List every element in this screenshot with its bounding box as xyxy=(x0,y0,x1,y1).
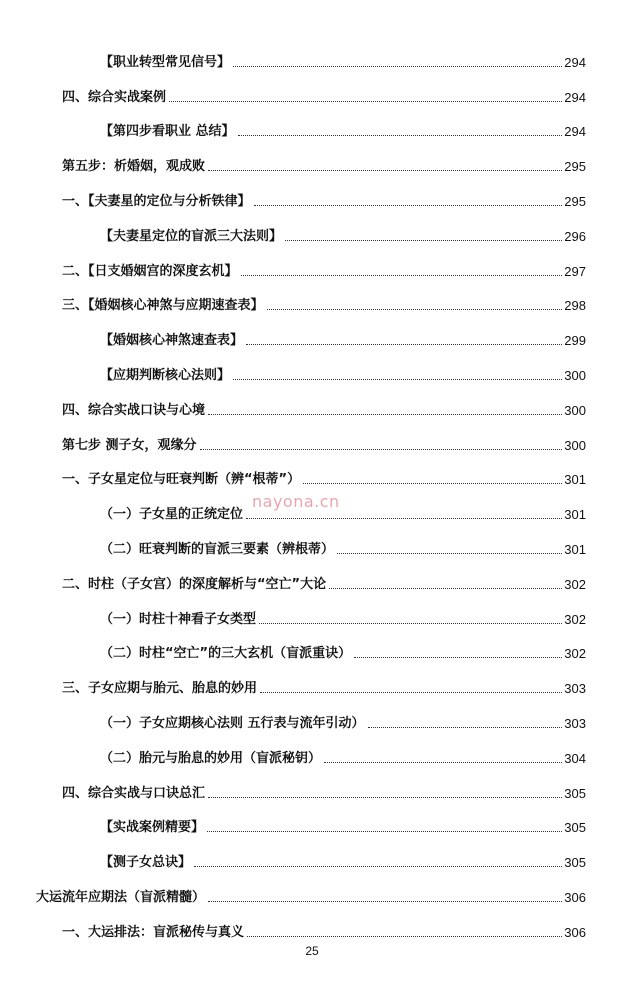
toc-entry-page: 306 xyxy=(564,889,586,905)
dot-leader xyxy=(246,344,562,345)
toc-entry-title: 四、综合实战与口诀总汇 xyxy=(62,785,206,801)
dot-leader xyxy=(254,205,563,206)
toc-entry-title: （一）子女应期核心法则 五行表与流年引动） xyxy=(100,715,365,731)
toc-entry-title: 第五步：析婚姻，观成败 xyxy=(62,159,206,175)
toc-entry[interactable] xyxy=(0,384,624,419)
toc-entry[interactable] xyxy=(0,175,624,210)
dot-leader xyxy=(194,866,562,867)
toc-entry-page: 301 xyxy=(564,541,586,557)
toc-entry-title: 二、时柱（子女宫）的深度解析与“空亡”大论 xyxy=(62,576,327,592)
dot-leader xyxy=(207,831,562,832)
toc-entry-page: 302 xyxy=(564,646,586,662)
dot-leader xyxy=(285,240,562,241)
toc-entry-title: 【职业转型常见信号】 xyxy=(100,54,231,70)
dot-leader xyxy=(368,727,563,728)
toc-entry[interactable] xyxy=(0,106,624,141)
toc-entry[interactable] xyxy=(0,36,624,71)
toc-entry-page: 294 xyxy=(564,89,586,105)
toc-entry[interactable] xyxy=(0,349,624,384)
toc-entry-page: 303 xyxy=(564,681,586,697)
dot-leader xyxy=(238,135,563,136)
toc-entry-title: 一、【夫妻星的定位与分析铁律】 xyxy=(62,193,251,209)
toc-entry-page: 300 xyxy=(564,437,586,453)
toc-entry-title: （二）时柱“空亡”的三大玄机（盲派重诀） xyxy=(100,646,352,662)
dot-leader xyxy=(208,797,562,798)
toc-entry-page: 296 xyxy=(564,228,586,244)
toc-entry-title: （二）胎元与胎息的妙用（盲派秘钥） xyxy=(100,750,322,766)
toc-entry[interactable] xyxy=(0,280,624,315)
dot-leader xyxy=(324,762,562,763)
toc-entry[interactable] xyxy=(0,140,624,175)
toc-entry-title: 【实战案例精要】 xyxy=(100,820,205,836)
toc-entry-title: 一、大运排法：盲派秘传与真义 xyxy=(62,924,245,940)
toc-entry-title: （一）子女星的正统定位 xyxy=(100,507,244,523)
toc-entry[interactable] xyxy=(0,523,624,558)
table-of-contents xyxy=(0,36,624,941)
toc-entry[interactable] xyxy=(0,732,624,767)
toc-entry[interactable] xyxy=(0,871,624,906)
toc-entry[interactable] xyxy=(0,558,624,593)
dot-leader xyxy=(208,170,562,171)
toc-entry[interactable] xyxy=(0,71,624,106)
toc-entry-title: 四、综合实战口诀与心境 xyxy=(62,402,206,418)
toc-entry-page: 305 xyxy=(564,785,586,801)
toc-entry-title: 三、【婚姻核心神煞与应期速查表】 xyxy=(62,298,264,314)
toc-entry-title: 【应期判断核心法则】 xyxy=(100,367,231,383)
toc-entry-page: 305 xyxy=(564,855,586,871)
dot-leader xyxy=(169,101,562,102)
dot-leader xyxy=(208,901,562,902)
toc-entry-page: 295 xyxy=(564,159,586,175)
toc-entry-page: 301 xyxy=(564,507,586,523)
toc-entry[interactable] xyxy=(0,210,624,245)
toc-entry-page: 303 xyxy=(564,715,586,731)
toc-entry[interactable] xyxy=(0,662,624,697)
toc-entry-title: 【婚姻核心神煞速查表】 xyxy=(100,333,244,349)
toc-entry-page: 294 xyxy=(564,54,586,70)
toc-entry-page: 304 xyxy=(564,750,586,766)
toc-entry[interactable] xyxy=(0,419,624,454)
dot-leader xyxy=(246,518,562,519)
dot-leader xyxy=(337,553,562,554)
dot-leader xyxy=(208,414,562,415)
dot-leader xyxy=(259,623,562,624)
toc-entry-title: 第七步 测子女，观缘分 xyxy=(62,437,197,453)
dot-leader xyxy=(329,588,562,589)
toc-entry[interactable] xyxy=(0,628,624,663)
toc-entry-page: 306 xyxy=(564,924,586,940)
toc-entry[interactable] xyxy=(0,906,624,941)
toc-entry-title: 一、子女星定位与旺衰判断（辨“根蒂”） xyxy=(62,472,301,488)
toc-entry-page: 294 xyxy=(564,124,586,140)
toc-entry-title: （二）旺衰判断的盲派三要素（辨根蒂） xyxy=(100,541,335,557)
toc-entry[interactable] xyxy=(0,836,624,871)
toc-entry-title: 【夫妻星定位的盲派三大法则】 xyxy=(100,228,283,244)
toc-entry-page: 299 xyxy=(564,333,586,349)
toc-entry-title: 【第四步看职业 总结】 xyxy=(100,124,235,140)
dot-leader xyxy=(200,449,563,450)
toc-entry-title: 三、子女应期与胎元、胎息的妙用 xyxy=(62,681,258,697)
dot-leader xyxy=(233,379,562,380)
toc-entry-page: 295 xyxy=(564,193,586,209)
toc-entry-page: 302 xyxy=(564,611,586,627)
toc-entry-title: 【测子女总诀】 xyxy=(100,855,192,871)
dot-leader xyxy=(267,309,563,310)
toc-entry-page: 297 xyxy=(564,263,586,279)
toc-entry[interactable] xyxy=(0,767,624,802)
toc-entry[interactable] xyxy=(0,697,624,732)
toc-entry-title: 四、综合实战案例 xyxy=(62,89,167,105)
toc-entry-page: 301 xyxy=(564,472,586,488)
page-number: 25 xyxy=(305,944,319,958)
toc-entry[interactable] xyxy=(0,454,624,489)
dot-leader xyxy=(260,692,562,693)
toc-entry-page: 300 xyxy=(564,367,586,383)
dot-leader xyxy=(241,275,563,276)
toc-entry-title: （一）时柱十神看子女类型 xyxy=(100,611,257,627)
toc-entry[interactable] xyxy=(0,802,624,837)
dot-leader xyxy=(247,936,562,937)
toc-entry-page: 302 xyxy=(564,576,586,592)
watermark: nayona.cn xyxy=(252,492,340,511)
toc-entry-title: 大运流年应期法（盲派精髓） xyxy=(36,889,206,905)
dot-leader xyxy=(303,483,562,484)
toc-entry[interactable] xyxy=(0,314,624,349)
toc-entry-title: 二、【日支婚姻宫的深度玄机】 xyxy=(62,263,238,279)
dot-leader xyxy=(233,66,562,67)
dot-leader xyxy=(354,657,562,658)
toc-entry[interactable] xyxy=(0,593,624,628)
toc-entry-page: 305 xyxy=(564,820,586,836)
toc-entry[interactable] xyxy=(0,245,624,280)
toc-entry-page: 300 xyxy=(564,402,586,418)
toc-entry-page: 298 xyxy=(564,298,586,314)
